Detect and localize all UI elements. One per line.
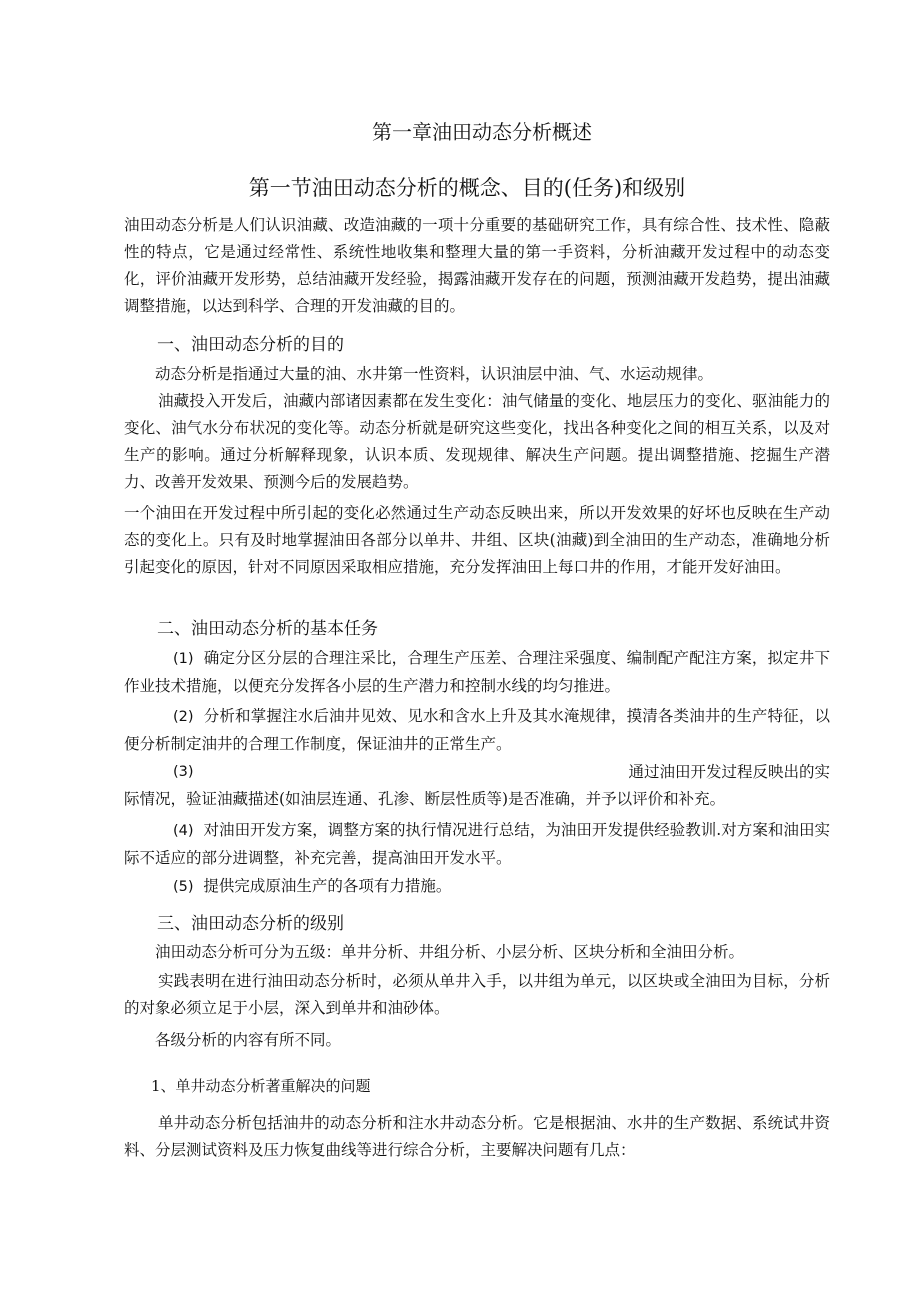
task-text: 分析和掌握注水后油井见效、见水和含水上升及其水淹规律，摸清各类油井的生产特征，以便分析制定油井的合理工作制度，保证油井的正常生产。 — [124, 707, 830, 753]
part1-paragraph-1: 动态分析是指通过大量的油、水井第一性资料，认识油层中油、气、水运动规律。 — [155, 365, 714, 383]
task-text-continued: 际情况，验证油藏描述(如油层连通、孔渗、断层性质等)是否准确，并予以评价和补充。 — [124, 790, 726, 808]
part1-paragraph-2: 油藏投入开发后，油藏内部诸因素都在发生变化：油气储量的变化、地层压力的变化、驱油能力的变化、油气水分布状况的变化等。动态分析就是研究这些变化，找出各种变化之间的相互关系，以及对生产的影响。通过分析解释现象，认识本质、发现规律、解决生产问题。提出调整措施、挖掘生产潜力、改善开发效果、预测今后的发展趋势。 — [124, 392, 830, 491]
task-text: 确定分区分层的合理注采比，合理生产压差、合理注采强度、编制配产配注方案，拟定井下作业技术措施，以便充分发挥各小层的生产潜力和控制水线的均匀推进。 — [124, 649, 830, 695]
chapter-title: 第一章油田动态分析概述 — [372, 120, 592, 144]
task-item-3 — [124, 759, 830, 813]
part1-paragraph-3: 一个油田在开发过程中所引起的变化必然通过生产动态反映出来，所以开发效果的好坏也反映在生产动态的变化上。只有及时地掌握油田各部分以单井、井组、区块(油藏)到全油田的生产动态，准确地分析引起变化的原因，针对不同原因采取相应措施，充分发挥油田上每口井的作用，才能开发好油田。 — [124, 504, 830, 576]
task-text: 对油田开发方案，调整方案的执行情况进行总结，为油田开发提供经验教训.对方案和油田实际不适应的部分进调整，补充完善，提高油田开发水平。 — [124, 821, 830, 867]
task-item-1 — [124, 645, 830, 700]
subsection1-heading: 1、单井动态分析著重解决的问题 — [151, 1077, 371, 1095]
task-item-2 — [124, 703, 830, 758]
part2-heading: 二、油田动态分析的基本任务 — [157, 619, 378, 639]
task-number: (3) — [173, 764, 194, 780]
task-item-4 — [124, 817, 830, 872]
task-text-right: 通过油田开发过程反映出的实 — [628, 763, 830, 781]
task-item-5 — [124, 873, 830, 901]
part3-paragraph-1: 油田动态分析可分为五级：单井分析、井组分析、小层分析、区块分析和全油田分析。 — [155, 943, 745, 961]
section-title: 第一节油田动态分析的概念、目的(任务)和级别 — [248, 176, 686, 200]
part3-paragraph-2: 实践表明在进行油田动态分析时，必须从单井入手，以井组为单元，以区块或全油田为目标，分析的对象必须立足于小层，深入到单井和油砂体。 — [124, 972, 830, 1017]
task-text: 提供完成原油生产的各项有力措施。 — [203, 877, 452, 895]
subsection1-paragraph-1: 单井动态分析包括油井的动态分析和注水井动态分析。它是根据油、水井的生产数据、系统试井资料、分层测试资料及压力恢复曲线等进行综合分析，主要解决问题有几点： — [124, 1114, 830, 1159]
task-number: (5) — [173, 879, 194, 895]
task-number: (2) — [173, 709, 194, 725]
part1-heading: 一、油田动态分析的目的 — [157, 335, 344, 355]
intro-paragraph: 油田动态分析是人们认识油藏、改造油藏的一项十分重要的基础研究工作，具有综合性、技术性、隐蔽性的特点，它是通过经常性、系统性地收集和整理大量的第一手资料，分析油藏开发过程中的动态变化，评价油藏开发形势，总结油藏开发经验，揭露油藏开发存在的问题，预测油藏开发趋势，提出油藏调整措施，以达到科学、合理的开发油藏的目的。 — [124, 216, 830, 315]
task-number: (4) — [173, 823, 194, 839]
part3-heading: 三、油田动态分析的级别 — [157, 914, 344, 934]
task-number: (1) — [173, 651, 194, 667]
part3-paragraph-3: 各级分析的内容有所不同。 — [155, 1031, 342, 1049]
